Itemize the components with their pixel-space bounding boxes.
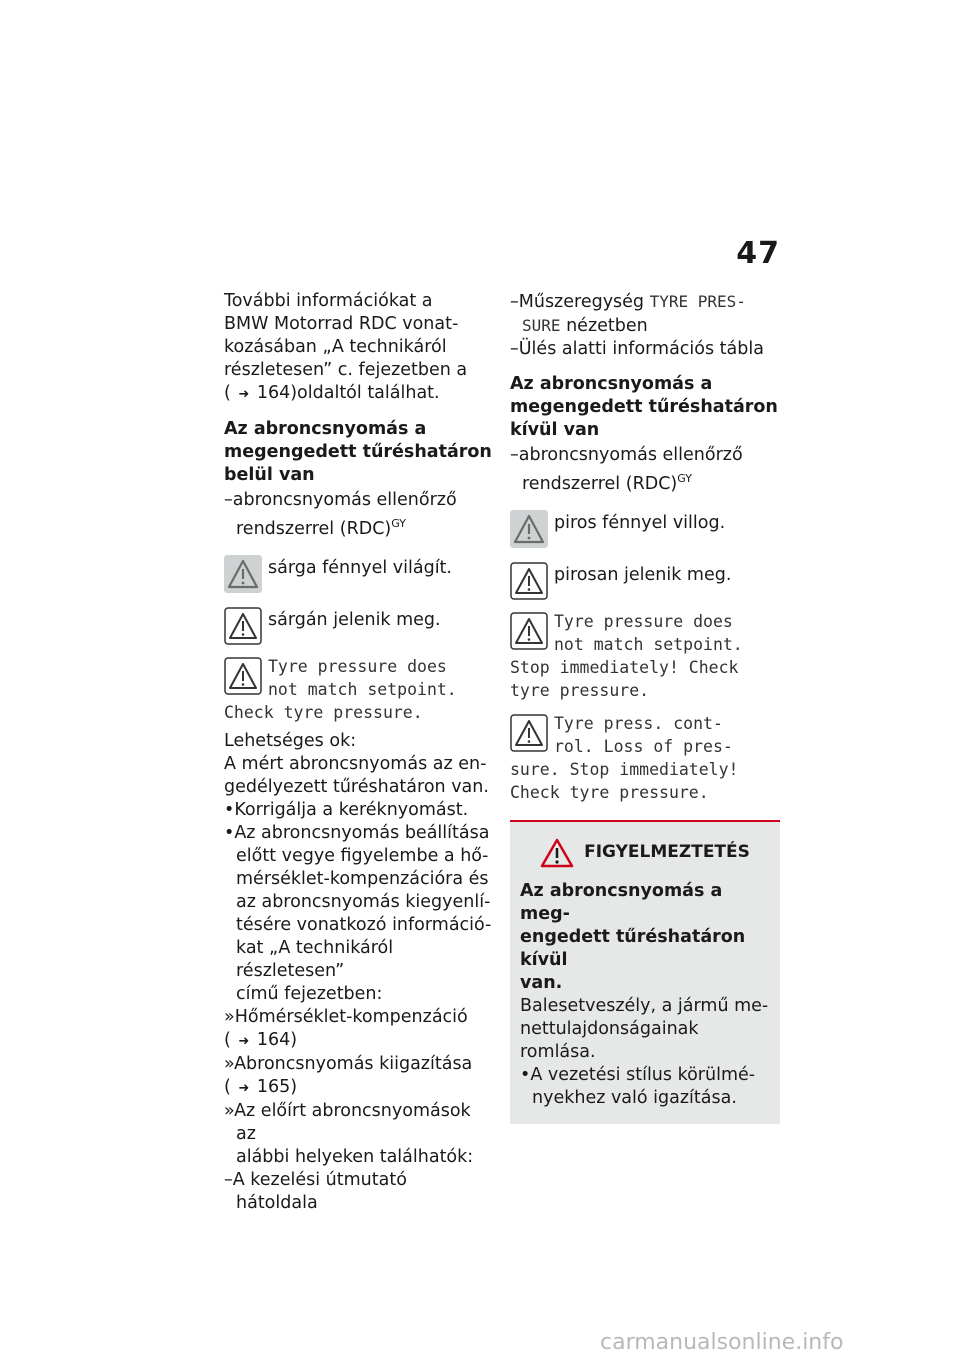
left-column — [224, 290, 494, 1215]
yellow-light-text: sárga fénnyel világít. — [268, 557, 452, 578]
warning-triangle-icon — [224, 657, 262, 695]
warning-triangle-icon — [510, 562, 548, 600]
display-message-line: Stop immediately! Check — [510, 657, 739, 677]
display-message-line: Tyre pressure does — [268, 656, 447, 676]
page-reference-link[interactable]: ( ➜ 164) — [224, 1029, 494, 1053]
warning-text: Balesetveszély, a jármű me- nettulajdonságainak romlása. — [520, 995, 769, 1062]
display-message-block — [510, 712, 780, 804]
display-message-line: Check tyre pressure. — [224, 702, 423, 722]
warning-header — [520, 838, 770, 868]
rdc-item: –abroncsnyomás ellenőrző rendszerrel (RDC)$^{GY}$ — [224, 490, 457, 539]
arrow-icon: ➜ — [238, 1080, 250, 1096]
exclamation-icon — [540, 838, 574, 868]
heading-outside-tolerance: Az abroncsnyomás a megengedett tűréshatáron kívül van — [510, 374, 778, 440]
dash-item: –Műszeregység TYRE PRES- SURE nézetben — [510, 292, 746, 336]
yellow-display-row — [224, 607, 494, 645]
warning-triangle-icon — [510, 714, 548, 752]
display-message-line: not match setpoint. — [554, 634, 743, 654]
watermark: carmanualsonline.info — [600, 1330, 844, 1355]
dash-item: –Ülés alatti információs tábla — [510, 339, 764, 359]
arrow-icon: ➜ — [238, 387, 250, 402]
cross-reference: »Hőmérséklet-kompenzáció — [224, 1006, 468, 1027]
causes-label: Lehetséges ok: — [224, 730, 357, 751]
display-message-block — [510, 610, 780, 702]
yellow-light-row — [224, 555, 494, 593]
red-light-row — [510, 510, 780, 548]
display-message-line: sure. Stop immediately! — [510, 759, 739, 779]
page-reference-link[interactable]: ( ➜ 165) — [224, 1076, 494, 1100]
red-display-text: pirosan jelenik meg. — [554, 564, 732, 585]
display-message-line: not match setpoint. — [268, 679, 457, 699]
display-message-line: tyre pressure. — [510, 680, 650, 700]
red-light-text: piros fénnyel villog. — [554, 512, 726, 533]
warning-triangle-icon — [224, 607, 262, 645]
display-message-line: rol. Loss of pres- — [554, 736, 733, 756]
display-message-line: Check tyre pressure. — [510, 782, 709, 802]
causes-text: A mért abroncsnyomás az en- gedélyezett tűréshatáron van. — [224, 753, 489, 797]
warning-bullet: •A vezetési stílus körülmé- nyekhez való igazítása. — [520, 1064, 756, 1108]
right-column — [510, 290, 780, 1124]
heading-within-tolerance: Az abroncsnyomás a megengedett tűréshatáron belül van — [224, 419, 492, 485]
cross-reference: »Az előírt abroncsnyomások az alábbi helyeken találhatók: — [224, 1100, 474, 1167]
rdc-item: –abroncsnyomás ellenőrző rendszerrel (RDC)$^{GY}$ — [510, 445, 743, 494]
warning-title: FIGYELMEZTETÉS — [584, 842, 750, 863]
intro-ref[interactable]: ( ➜ 164)oldaltól találhat. — [224, 382, 494, 406]
display-message-line: Tyre pressure does — [554, 611, 733, 631]
bullet-item: •Az abroncsnyomás beállítása előtt vegye figyelembe a hő- mérséklet-kompenzációra és az abroncsnyomás kiegyenlí- tésére vonatkozó információ- kat „A technikáról részletesen” című fejezetben: — [224, 822, 492, 1004]
red-display-row — [510, 562, 780, 600]
bullet-item: •Korrigálja a keréknyomást. — [224, 799, 469, 820]
display-message-line: Tyre press. cont- — [554, 713, 723, 733]
warning-heading: Az abroncsnyomás a meg- engedett tűréshatáron kívül van. — [520, 880, 746, 993]
yellow-display-text: sárgán jelenik meg. — [268, 609, 441, 630]
intro-text: További információkat a BMW Motorrad RDC vonat- kozásában „A technikáról részletesen” c. fejezetben a — [224, 291, 468, 380]
arrow-icon: ➜ — [238, 1033, 250, 1049]
page-number: 47 — [736, 236, 780, 271]
cross-reference: »Abroncsnyomás kiigazítása — [224, 1053, 473, 1074]
dash-item: –A kezelési útmutató hátoldala — [224, 1169, 407, 1213]
warning-box — [510, 820, 780, 1124]
display-message-block — [224, 655, 494, 724]
warning-triangle-icon — [510, 612, 548, 650]
warning-triangle-icon — [224, 555, 262, 593]
warning-triangle-icon — [510, 510, 548, 548]
